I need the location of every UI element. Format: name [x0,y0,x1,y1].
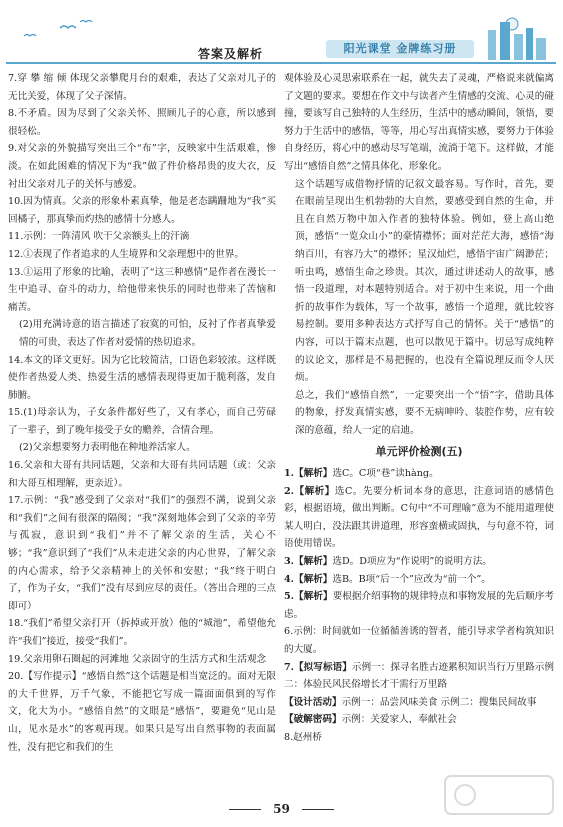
answer-item: 13.①运用了形象的比喻，表明了“这三种感情”是作者在漫长一生中追寻、奋斗的动力，给他带来快乐的同时也带来了苦恼和痛苦。 [8,266,276,313]
answer-item: 19.父亲用卵石圈起的河滩地 父亲固守的生活方式和生活观念 [8,653,267,665]
answer-text: 示例一：品尝风味美食 示例二：搜集民间故事 [341,696,537,708]
answer-item: 17.示例：“我”感受到了父亲对“我们”的强烈不满，说到父亲和“我们”之间有很深的隔阂；“我”深刻地体会到了父亲的辛劳与孤寂，意识到“我们”并不了解父亲的生活，关心不够；“我”意识到了“我们”从未走进父亲的内心世界，了解父亲的内心需求，给予父亲精神上的关怀和安慰；“我”终于明白了，作为子女，“我们”没有尽到应尽的责任。（答出合理的三点即可） [8,495,276,612]
answer-item: 12.①表现了作者追求的人生境界和父亲理想中的世界。 [8,248,244,260]
page-number-rule-left [229,809,261,810]
answer-item: 7.穿 攀 缩 倾 体现父亲攀爬月台的艰难，表达了父亲对儿子的无比关爱，体现了父子深情。 [8,73,276,102]
answer-tag: 1.【解析】 [284,468,333,480]
answer-tag: 7.【拟写标语】 [284,661,352,673]
answer-text: 选C。C项“巷”读hàng。 [332,468,439,480]
answer-text: 选B。B项“后一个”应改为“前一个”。 [332,573,491,585]
page-number: 59 [273,802,290,816]
answer-text: 选D。D项应为“作说明”的说明方法。 [332,556,492,568]
watermark-logo-icon [443,772,555,818]
answer-tag: 4.【解析】 [284,573,333,585]
answer-tag: 2.【解析】 [284,485,335,497]
answer-text: 示例一：探寻名胜古迹累积知识当行万里路示例二：体验民风民俗增长才干需行万里路 [284,661,555,691]
answer-text: 示例：关爱家人，奉献社会 [341,714,457,726]
decorative-header-art-icon [0,0,563,66]
answer-item [284,623,554,658]
answer-item [284,711,554,729]
section-title: 单元评价检测(五) [375,445,463,459]
answer-item [284,483,554,553]
answer-item [284,659,554,694]
answer-item: (2)父亲想要努力表明他在种地养活家人。 [19,442,196,454]
answer-item: (2)用充满诗意的语言描述了寂寞的可怕，反衬了作者真挚爱情的可贵，表达了作者对爱情的热切追求。 [19,319,276,348]
essay-paragraph: 这个话题写成借物抒情的记叙文最容易。写作时，首先，要在眼前呈现出生机勃勃的大自然，要感受到自然的生命，并且在自然万物中加入作者的独特体验。例如，登上高山绝顶，感悟“一览众山小”的豪情襟怀；面对茫茫大海，感悟“海纳百川，有容乃大”的襟怀；星汉灿烂，感悟宇宙广阔渺茫；听虫鸣，感悟生命之珍贵。其次，通过讲述动人的故事，感悟一段道理，对本题特别适合。对于初中生来说，用一个曲折的故事作为载体，写一个故事，感悟一个道理，就比较容易控制。要用多种表达方式抒写自己的情怀。关于“感悟”的内容，可以于篇末点题，也可以散见于篇中。切忌写成纯粹的议论文，那样是不易把握的，也没有全篇说理反而令人厌烦。 [295,178,554,384]
page-title: 答案及解析 [198,47,264,61]
answer-tag: 【设计活动】 [284,696,342,708]
header-divider [6,62,556,64]
answer-item: 10.因为情真。父亲的形象朴素真挚，他是老态蹒跚地为“我”买回橘子，那真挚而灼热的感情十分感人。 [8,196,276,225]
answer-item: 11.示例：一阵清风 吹干父亲额头上的汗滴 [8,231,190,243]
answer-item: 8.不矛盾。因为尽到了父亲关怀、照顾儿子的心意，所以感到很轻松。 [8,108,276,137]
answer-text: 8.赵州桥 [284,731,322,743]
essay-paragraph: 总之，我们“感悟自然”，一定要突出一个“悟”字，借助具体的物象，抒发真情实感，要不无病呻吟、装腔作势，应有较深的意蕴，给人一定的启迪。 [295,389,554,436]
brand-banner: 阳光课堂 金牌练习册 [326,40,474,58]
answer-text: 6.示例：时间就如一位循循善诱的智者，能引导求学者构筑知识的大厦。 [284,626,554,655]
answer-tag: 3.【解析】 [284,556,333,568]
answer-item: 16.父亲和大哥有共同话题，父亲和大哥有共同话题（或：父亲和大哥互相理解，更亲近）。 [8,460,276,489]
answer-item [284,729,554,747]
answer-item [284,553,554,571]
answer-item: 14.本文的译文更好。因为它比较简洁，口语色彩较浓。这样既使作者热爱人类、热爱生活的感情表现得更加于脆利落，发自肺腑。 [8,354,276,401]
answer-item [284,694,554,712]
answer-item: 20.【写作提示】“感悟自然”这个话题是相当宽泛的。面对无限的大千世界，万千气象，不能把它写成一篇面面俱到的写作文，化大为小。“感悟自然”的文眼是“感悟”，要避免“见山是山，见水是水”的客观再现。如果只是写出自然事物的表面属性，没有把它和我们的生 [8,671,276,753]
answer-text: 要根据介绍事物的规律特点和事物发展的先后顺序考虑。 [284,591,555,620]
page-number-rule-right [302,809,334,810]
essay-paragraph: 观体验及心灵思索联系在一起，就失去了灵魂，严格说来就偏离了文题的要求。要想在作文中与读者产生情感的交流、心灵的碰撞，要该写自己独特的人生经历，生活中的感动瞬间，领悟，要努力于生活中的感悟，等等，用心写出真情实感，要努力于体验自身经历，将心中的感动尽写笔端，流淌于笔下。这样做，才能写出“感悟自然”之情具体化、形象化。 [284,73,554,172]
right-column [284,70,554,747]
answer-item [284,571,554,589]
answer-item: 18.“我们”希望父亲打开（拆掉或开放）他的“城池”，希望他允许“我们”接近，接受“我们”。 [8,618,276,647]
answer-item [284,588,554,623]
answer-item [284,465,554,483]
answer-item: 9.对父亲的外貌描写突出三个“布”字，反映家中生活艰难，惨淡。在如此困难的情况下为“我”做了件价格昂贵的皮大衣，反衬出父亲对儿子的关怀与感爱。 [8,143,276,190]
answer-tag: 【破解密码】 [284,714,342,726]
answer-tag: 5.【解析】 [284,591,333,603]
answer-item: 15.(1)母亲认为，子女条件都好些了，又有孝心，而自己劳碌了一辈子，到了晚年接受子女的赡养，合情合理。 [8,407,276,436]
left-column [8,70,276,756]
page-header [0,0,563,66]
answer-text: 选C。先要分析词本身的意思，注意词语的感情色彩，根据语境，做出判断。C句中“不可理喻”意为不能用道理使某人明白，没法跟其讲道理，形容蛮横或固执，与句意不符，词语使用错误。 [284,485,555,550]
